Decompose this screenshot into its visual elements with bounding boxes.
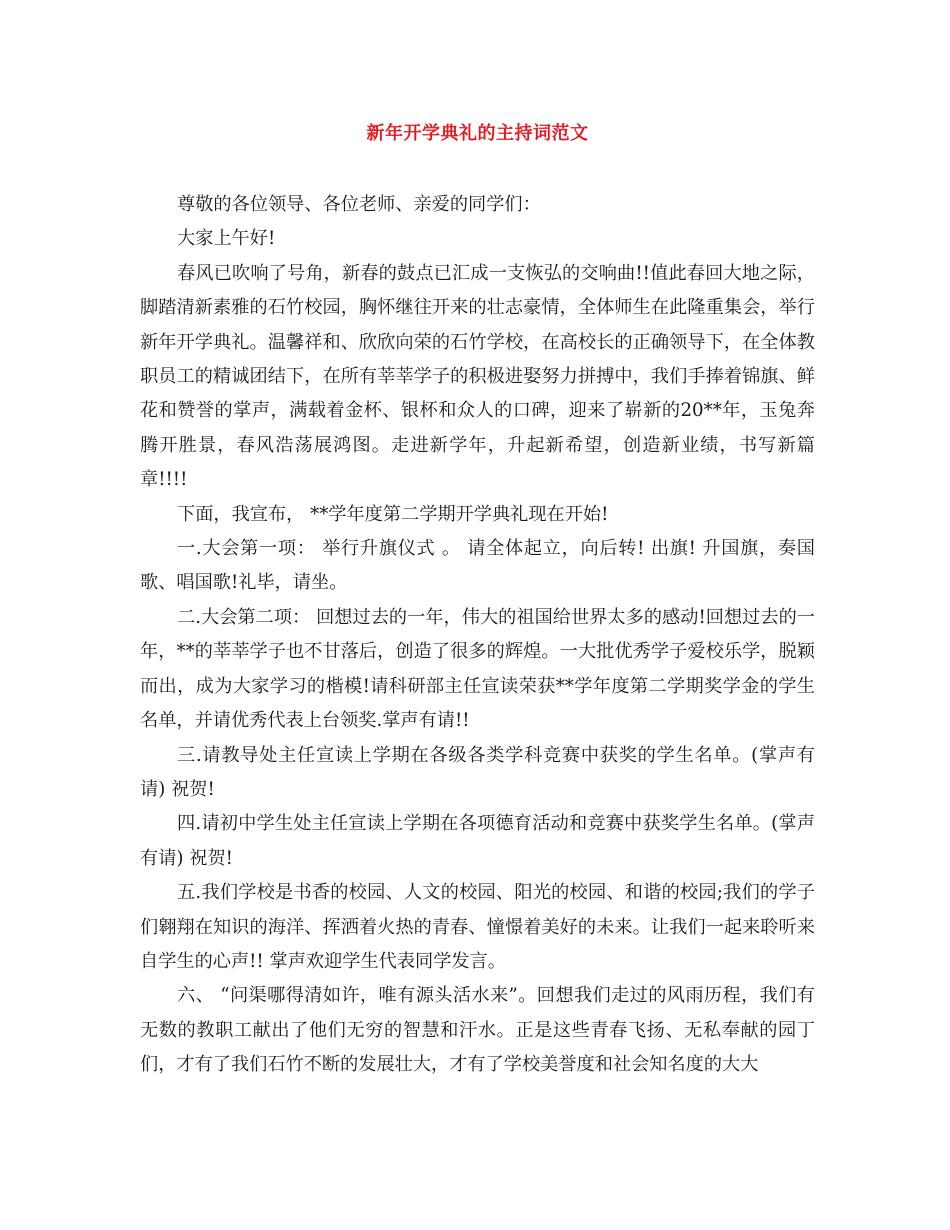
paragraph-item-5: 五.我们学校是书香的校园、人文的校园、阳光的校园、和谐的校园;我们的学子们翱翔在知识的海洋、挥洒着火热的青春、憧憬着美好的未来。让我们一起来聆听来自学生的心声!! 掌声欢迎学生代表同学发言。 xyxy=(140,882,815,972)
paragraph-greeting: 大家上午好! xyxy=(177,228,276,250)
paragraph-item-4: 四.请初中学生处主任宣读上学期在各项德育活动和竞赛中获奖学生名单。(掌声有请) 祝贺! xyxy=(140,813,815,869)
paragraph-item-3: 三.请教导处主任宣读上学期在各级各类学科竞赛中获奖的学生名单。(掌声有请) 祝贺! xyxy=(140,744,815,800)
paragraph-item-2: 二.大会第二项： 回想过去的一年，伟大的祖国给世界太多的感动!回想过去的一年，**的莘莘学子也不甘落后，创造了很多的辉煌。一大批优秀学子爱校乐学，脱颖而出，成为大家学习的楷模!请科研部主任宣读荣获**学年度第二学期奖学金的学生名单，并请优秀代表上台领奖.掌声有请!! xyxy=(140,606,815,732)
paragraph-opening: 春风已吹响了号角，新春的鼓点已汇成一支恢弘的交响曲!!值此春回大地之际，脚踏清新素雅的石竹校园，胸怀继往开来的壮志豪情，全体师生在此隆重集会，举行新年开学典礼。温馨祥和、欣欣向荣的石竹学校，在高校长的正确领导下，在全体教职员工的精诚团结下，在所有莘莘学子的积极进娶努力拼搏中，我们手捧着锦旗、鲜花和赞誉的掌声，满载着金杯、银杯和众人的口碑，迎来了崭新的20**年，玉兔奔腾开胜景，春风浩荡展鸿图。走进新学年，升起新希望，创造新业绩，书写新篇章!!!! xyxy=(140,262,815,491)
paragraph-item-1: 一.大会第一项： 举行升旗仪式 。 请全体起立，向后转! 出旗! 升国旗，奏国歌、唱国歌!礼毕，请坐。 xyxy=(140,538,815,594)
document-title: 新年开学典礼的主持词范文 xyxy=(366,123,589,144)
paragraph-item-6: 六、 “问渠哪得清如许，唯有源头活水来”。回想我们走过的风雨历程，我们有无数的教职工献出了他们无穷的智慧和汗水。正是这些青春飞扬、无私奉献的园丁们，才有了我们石竹不断的发展壮大，才有了学校美誉度和社会知名度的大大 xyxy=(140,985,815,1076)
paragraph-announcement: 下面，我宣布， **学年度第二学期开学典礼现在开始! xyxy=(177,503,609,525)
paragraph-salutation: 尊敬的各位领导、各位老师、亲爱的同学们： xyxy=(177,194,541,215)
document-body xyxy=(140,188,815,1083)
